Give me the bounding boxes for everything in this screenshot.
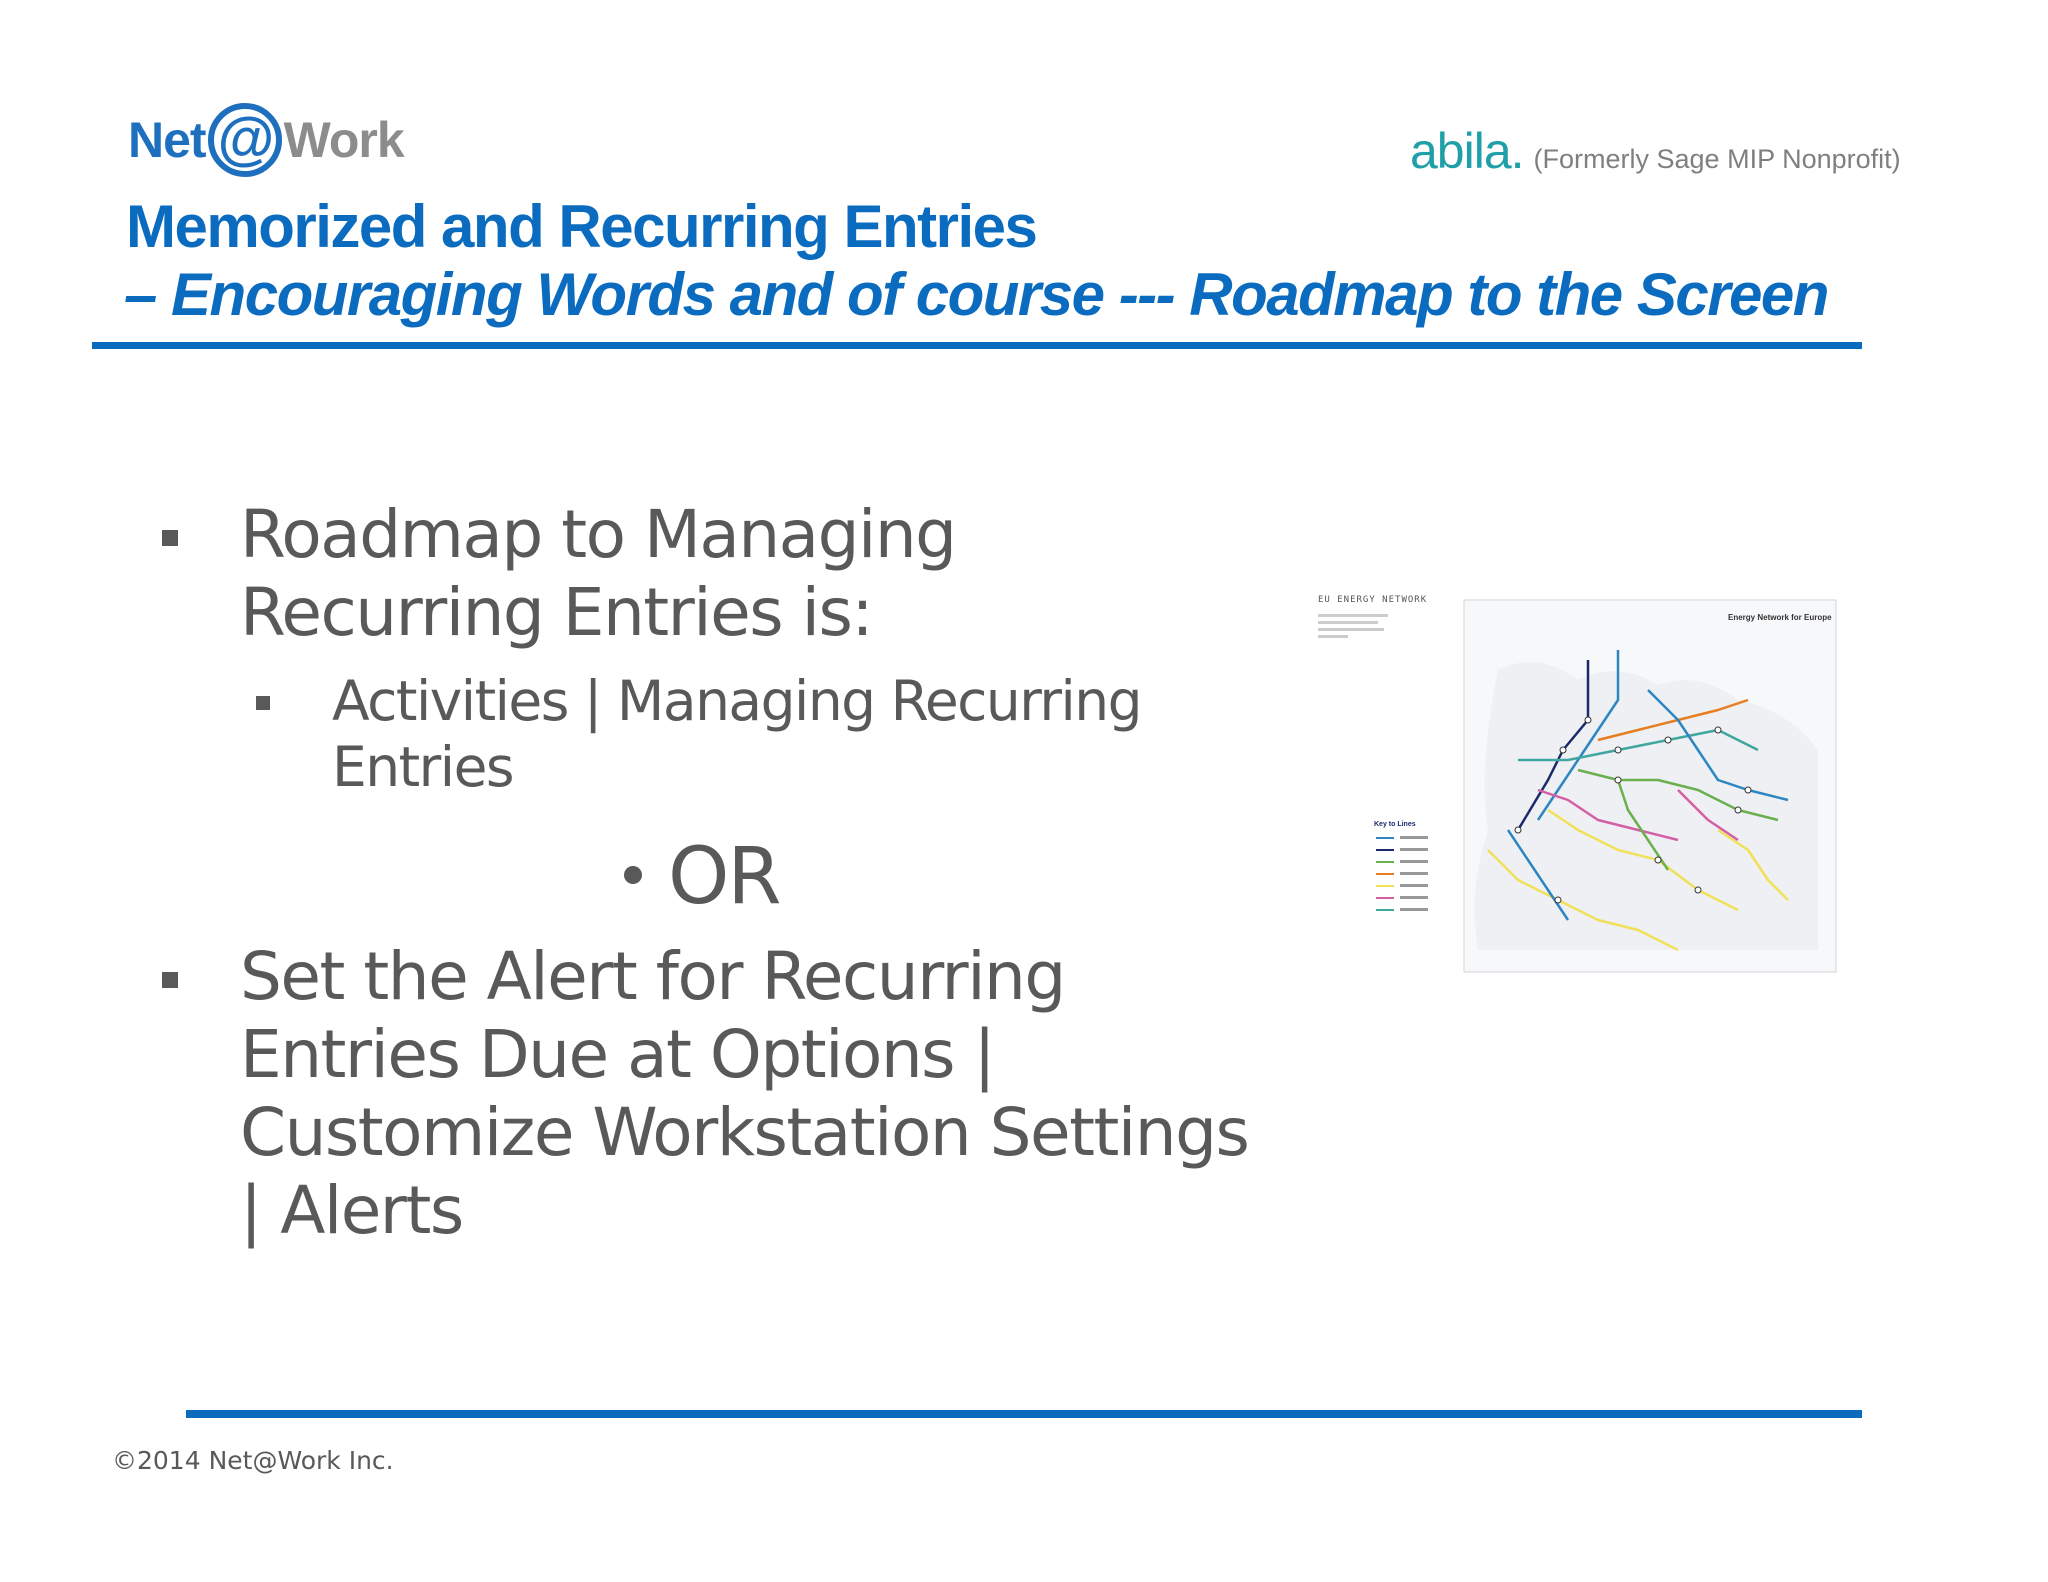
map-caption-line bbox=[1318, 635, 1348, 638]
map-title: Energy Network for Europe bbox=[1728, 613, 1832, 622]
bullet-marker bbox=[162, 530, 178, 546]
bullet-marker bbox=[162, 972, 178, 988]
abila-logo bbox=[1410, 122, 1901, 180]
bullet1-sub-line2: Entries bbox=[332, 735, 514, 799]
map-caption-line bbox=[1318, 621, 1378, 624]
map-caption-line bbox=[1318, 614, 1388, 617]
or-bullet-dot bbox=[624, 866, 642, 884]
slide-subtitle: – Encouraging Words and of course --- Roadmap to the Screen bbox=[124, 261, 1828, 328]
bullet2-line4: | Alerts bbox=[240, 1172, 463, 1249]
netatwork-logo bbox=[128, 100, 404, 180]
or-separator: OR bbox=[668, 832, 780, 922]
bullet2-line2: Entries Due at Options | bbox=[240, 1016, 995, 1093]
map-caption-line bbox=[1318, 628, 1384, 631]
map-legend-title: Key to Lines bbox=[1374, 821, 1416, 828]
bullet1-sub-line1: Activities | Managing Recurring bbox=[332, 669, 1142, 733]
footer-copyright: ©2014 Net@Work Inc. bbox=[112, 1446, 394, 1475]
logo-work-text: Work bbox=[283, 112, 404, 168]
header-divider bbox=[92, 342, 1862, 349]
bullet1-line2: Recurring Entries is: bbox=[240, 574, 873, 651]
bullet2-line1: Set the Alert for Recurring bbox=[240, 938, 1065, 1015]
abila-wordmark: abila. bbox=[1410, 123, 1524, 179]
bullet2-line3: Customize Workstation Settings bbox=[240, 1094, 1249, 1171]
eu-energy-network-map bbox=[1318, 590, 1868, 985]
bullet1-line1: Roadmap to Managing bbox=[240, 496, 956, 573]
logo-at-symbol: @ bbox=[208, 103, 282, 177]
abila-tagline: (Formerly Sage MIP Nonprofit) bbox=[1533, 144, 1901, 174]
slide-title: Memorized and Recurring Entries bbox=[126, 193, 1037, 260]
footer-divider bbox=[186, 1410, 1862, 1418]
map-header-label: EU ENERGY NETWORK bbox=[1318, 595, 1428, 605]
logo-net-text: Net bbox=[128, 112, 206, 168]
sub-bullet-marker bbox=[256, 696, 270, 710]
